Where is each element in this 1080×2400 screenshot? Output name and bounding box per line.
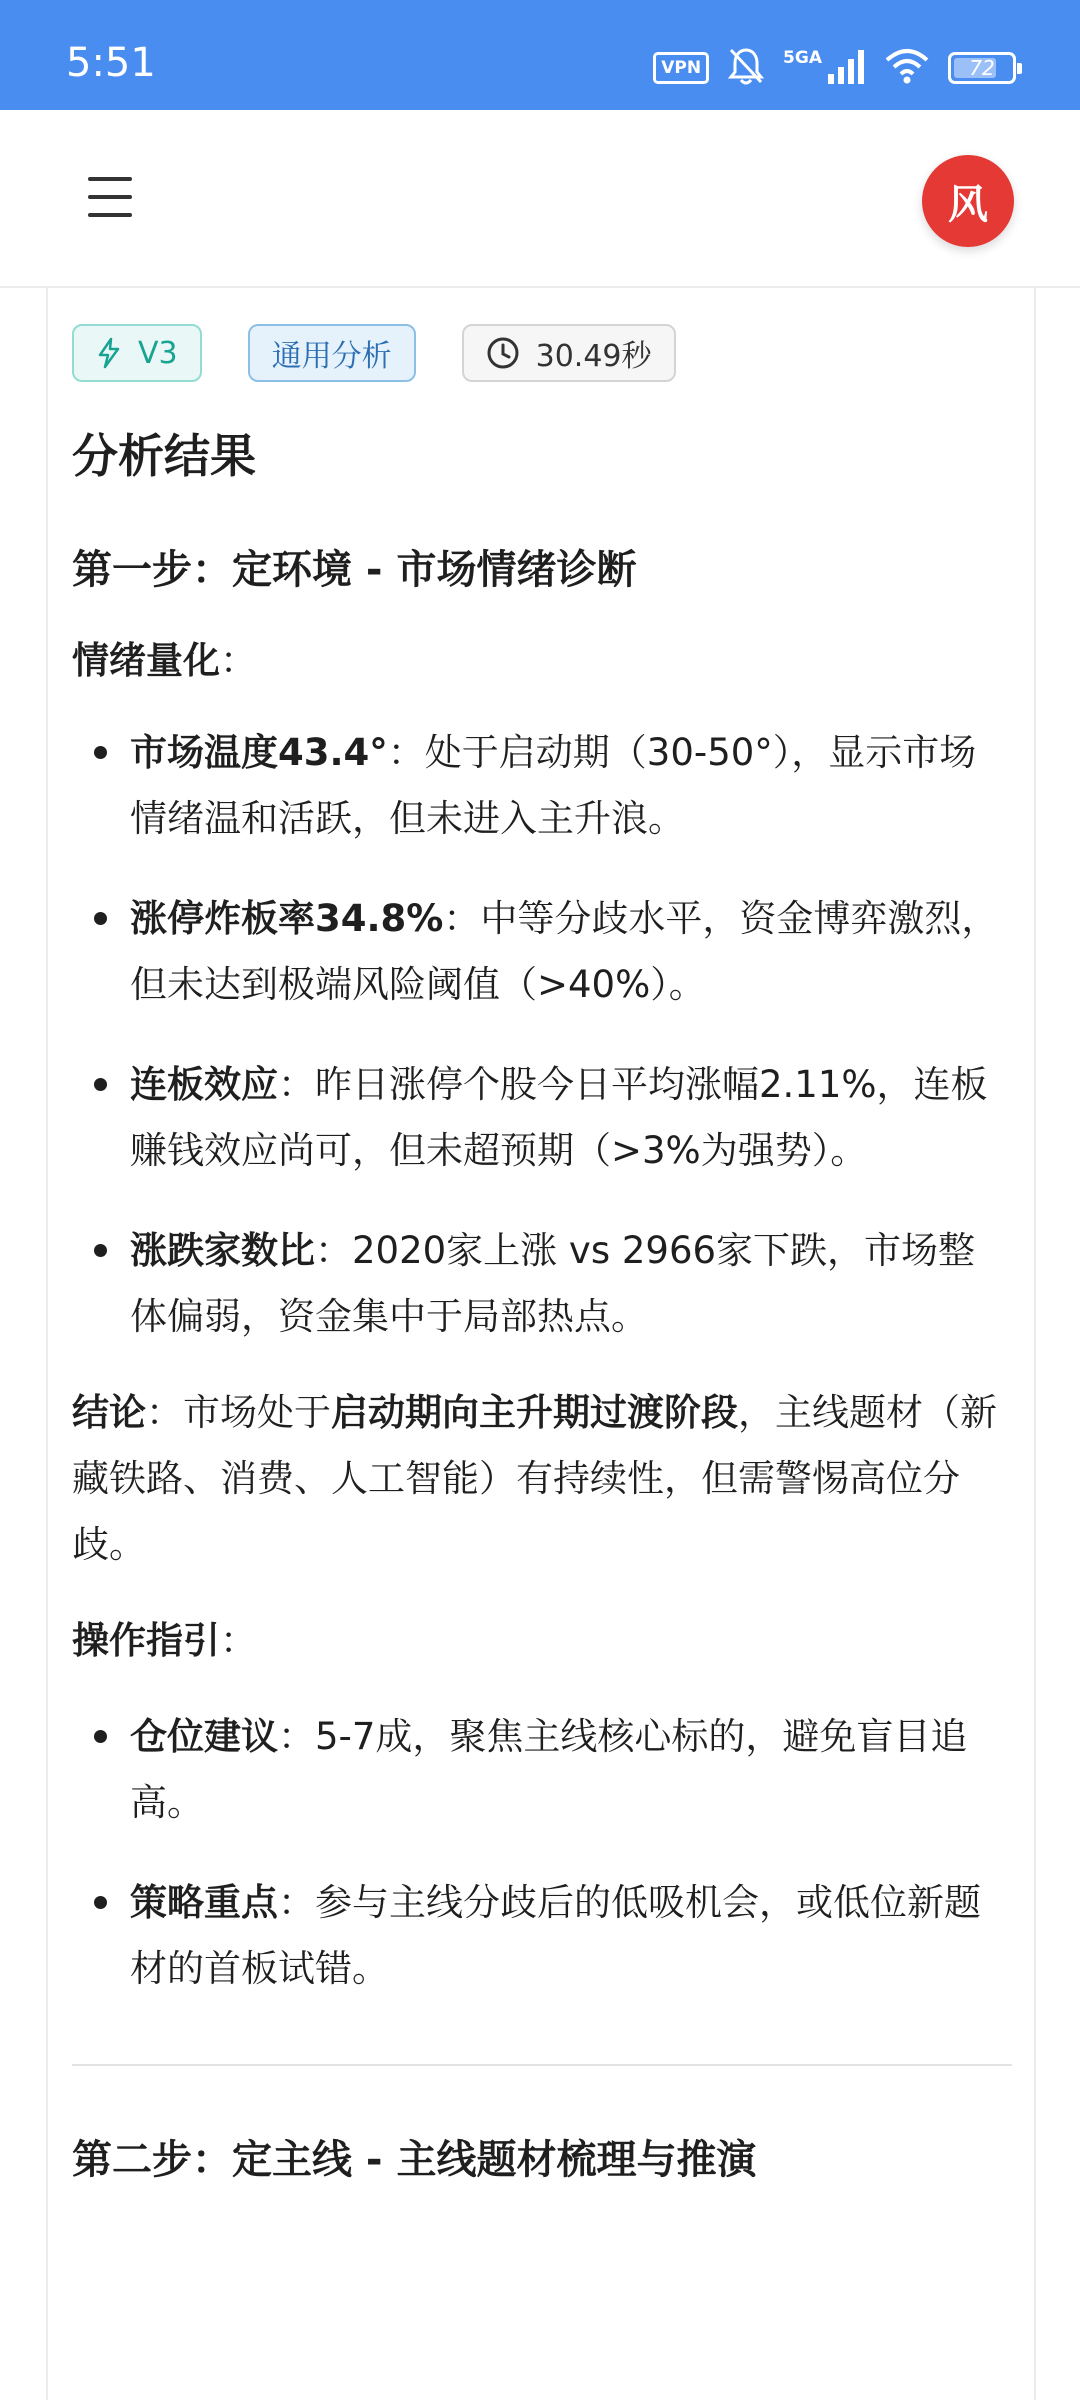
signal-icon [826, 48, 866, 88]
elapsed-time-label: 30.49秒 [535, 339, 652, 374]
section-divider [72, 2064, 1012, 2066]
list-item: 连板效应：昨日涨停个股今日平均涨幅2.11%，连板赚钱效应尚可，但未超预期（>3%为强势）。 [130, 1052, 1012, 1184]
step1-heading: 第一步：定环境 - 市场情绪诊断 [72, 547, 637, 593]
battery-icon [948, 52, 1016, 84]
model-tag [72, 324, 202, 382]
bell-off-icon [727, 46, 765, 90]
hamburger-menu-icon[interactable] [88, 177, 132, 217]
app-header [0, 110, 1080, 288]
battery-level: 72 [969, 56, 995, 80]
result-body [72, 408, 1012, 2188]
sentiment-heading: 情绪量化： [72, 639, 257, 682]
list-item: 仓位建议：5-7成，聚焦主线核心标的，避免盲目追高。 [130, 1704, 1012, 1836]
sentiment-list [72, 720, 1012, 1350]
page-title: 分析结果 [72, 429, 256, 483]
list-item: 市场温度43.4°：处于启动期（30-50°），显示市场情绪温和活跃，但未进入主升浪。 [130, 720, 1012, 852]
avatar[interactable]: 风 [922, 155, 1014, 247]
analysis-type-tag: 通用分析 [248, 324, 416, 382]
step2-heading: 第二步：定主线 - 主线题材梳理与推演 [72, 2137, 757, 2183]
model-label: V3 [138, 335, 178, 371]
guide-heading: 操作指引： [72, 1619, 257, 1662]
clock-icon [486, 336, 520, 370]
lightning-icon [96, 337, 122, 369]
conclusion-paragraph: 结论：市场处于启动期向主升期过渡阶段，主线题材（新藏铁路、消费、人工智能）有持续性，但需警惕高位分歧。 [72, 1391, 997, 1566]
list-item: 涨跌家数比：2020家上涨 vs 2966家下跌，市场整体偏弱，资金集中于局部热点。 [130, 1218, 1012, 1350]
wifi-icon [884, 48, 930, 88]
status-bar [0, 0, 1080, 110]
vpn-icon: VPN [653, 52, 709, 84]
network-type-label: 5GA [783, 48, 822, 68]
status-icons [653, 46, 1016, 90]
guide-list [72, 1704, 1012, 2002]
list-item: 策略重点：参与主线分歧后的低吸机会，或低位新题材的首板试错。 [130, 1870, 1012, 2002]
elapsed-time-tag [462, 324, 676, 382]
list-item: 涨停炸板率34.8%：中等分歧水平，资金博弈激烈，但未达到极端风险阈值（>40%）。 [130, 886, 1012, 1018]
result-tags [72, 324, 676, 382]
analysis-result-card [46, 288, 1036, 2400]
status-time: 5:51 [66, 40, 156, 86]
